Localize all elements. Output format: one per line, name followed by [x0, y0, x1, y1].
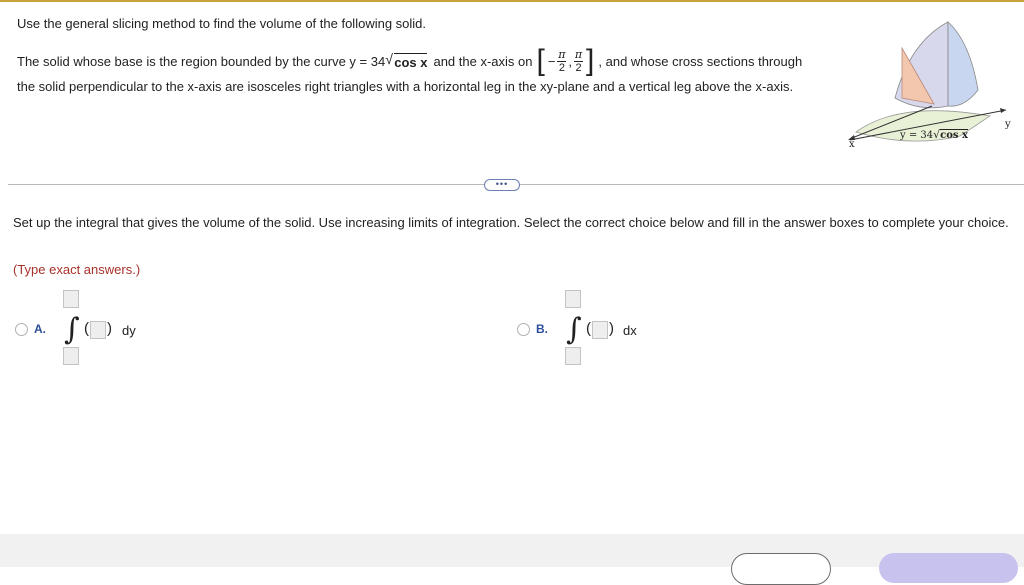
choice-a-differential: dy: [122, 323, 136, 338]
choice-b-radio[interactable]: [517, 323, 530, 336]
choice-a-integrand-input[interactable]: [90, 321, 106, 339]
choice-a-upper-limit-input[interactable]: [63, 290, 79, 308]
choice-b-lower-limit-input[interactable]: [565, 347, 581, 365]
curve-sqrt-content: cos x: [940, 130, 968, 141]
y-axis-arrow-icon: [1000, 108, 1006, 113]
fraction-left-numerator: π: [558, 47, 566, 61]
integral-sign-icon: ∫: [566, 312, 582, 347]
interval-expression: [536, 46, 594, 76]
close-paren: ): [107, 320, 112, 337]
bottom-toolbar: [0, 534, 1024, 567]
question-line-3: the solid perpendicular to the x-axis are isosceles right triangles with a horizontal leg in the xy-plane and a vertical leg above the x-axis.: [17, 79, 794, 94]
question-text-a: The solid whose base is the region bounded by the curve y = 34: [17, 53, 386, 69]
choice-b-integrand-input[interactable]: [592, 321, 608, 339]
fraction-right-numerator: π: [574, 47, 583, 61]
interval-fractions: [548, 49, 583, 74]
y-axis-label: y: [1005, 119, 1011, 130]
radical-icon: √: [385, 50, 393, 67]
choice-b-differential: dx: [623, 323, 637, 338]
sqrt-expression: [385, 50, 428, 70]
open-paren: (: [586, 320, 591, 337]
open-paren: (: [84, 320, 89, 337]
curve-radical-icon: √: [933, 128, 941, 141]
fraction-left-denominator: 2: [558, 61, 565, 74]
question-text-b: and the x-axis on: [433, 53, 533, 69]
choice-b-label: B.: [536, 322, 548, 336]
question-text-c: , and whose cross sections through: [598, 53, 803, 69]
choice-b-upper-limit-input[interactable]: [565, 290, 581, 308]
solid-figure: [840, 12, 1024, 157]
fraction-right-denominator: 2: [575, 61, 582, 74]
choice-a[interactable]: [15, 312, 215, 347]
left-bracket-icon: [: [536, 44, 545, 77]
sqrt-content: cos x: [394, 54, 428, 70]
integral-sign-icon: ∫: [64, 312, 80, 347]
fraction-right: [574, 49, 583, 74]
right-bracket-icon: ]: [586, 44, 595, 77]
curve-label: [900, 128, 968, 141]
x-axis-label: x: [849, 139, 855, 150]
curve-label-text: y = 34: [900, 130, 934, 141]
instructions: Set up the integral that gives the volume of the solid. Use increasing limits of integration. Select the correct choice below and fill in the answer boxes to complete your choice.: [13, 215, 1009, 230]
choice-a-label: A.: [34, 322, 46, 336]
top-accent-bar: [0, 0, 1024, 2]
question-intro: Use the general slicing method to find the volume of the following solid.: [17, 16, 427, 31]
expand-more-button[interactable]: •••: [484, 179, 520, 191]
clear-all-button[interactable]: [731, 553, 831, 585]
choice-a-radio[interactable]: [15, 323, 28, 336]
close-paren: ): [609, 320, 614, 337]
choice-b[interactable]: [517, 312, 717, 347]
fraction-left: [557, 49, 566, 74]
check-answer-button[interactable]: [879, 553, 1018, 583]
choice-a-lower-limit-input[interactable]: [63, 347, 79, 365]
question-line-2: [17, 46, 802, 76]
negative-sign: −: [547, 53, 556, 69]
interval-comma: ,: [568, 53, 573, 69]
type-exact-hint: (Type exact answers.): [13, 262, 141, 277]
solid-right-face: [948, 22, 978, 106]
